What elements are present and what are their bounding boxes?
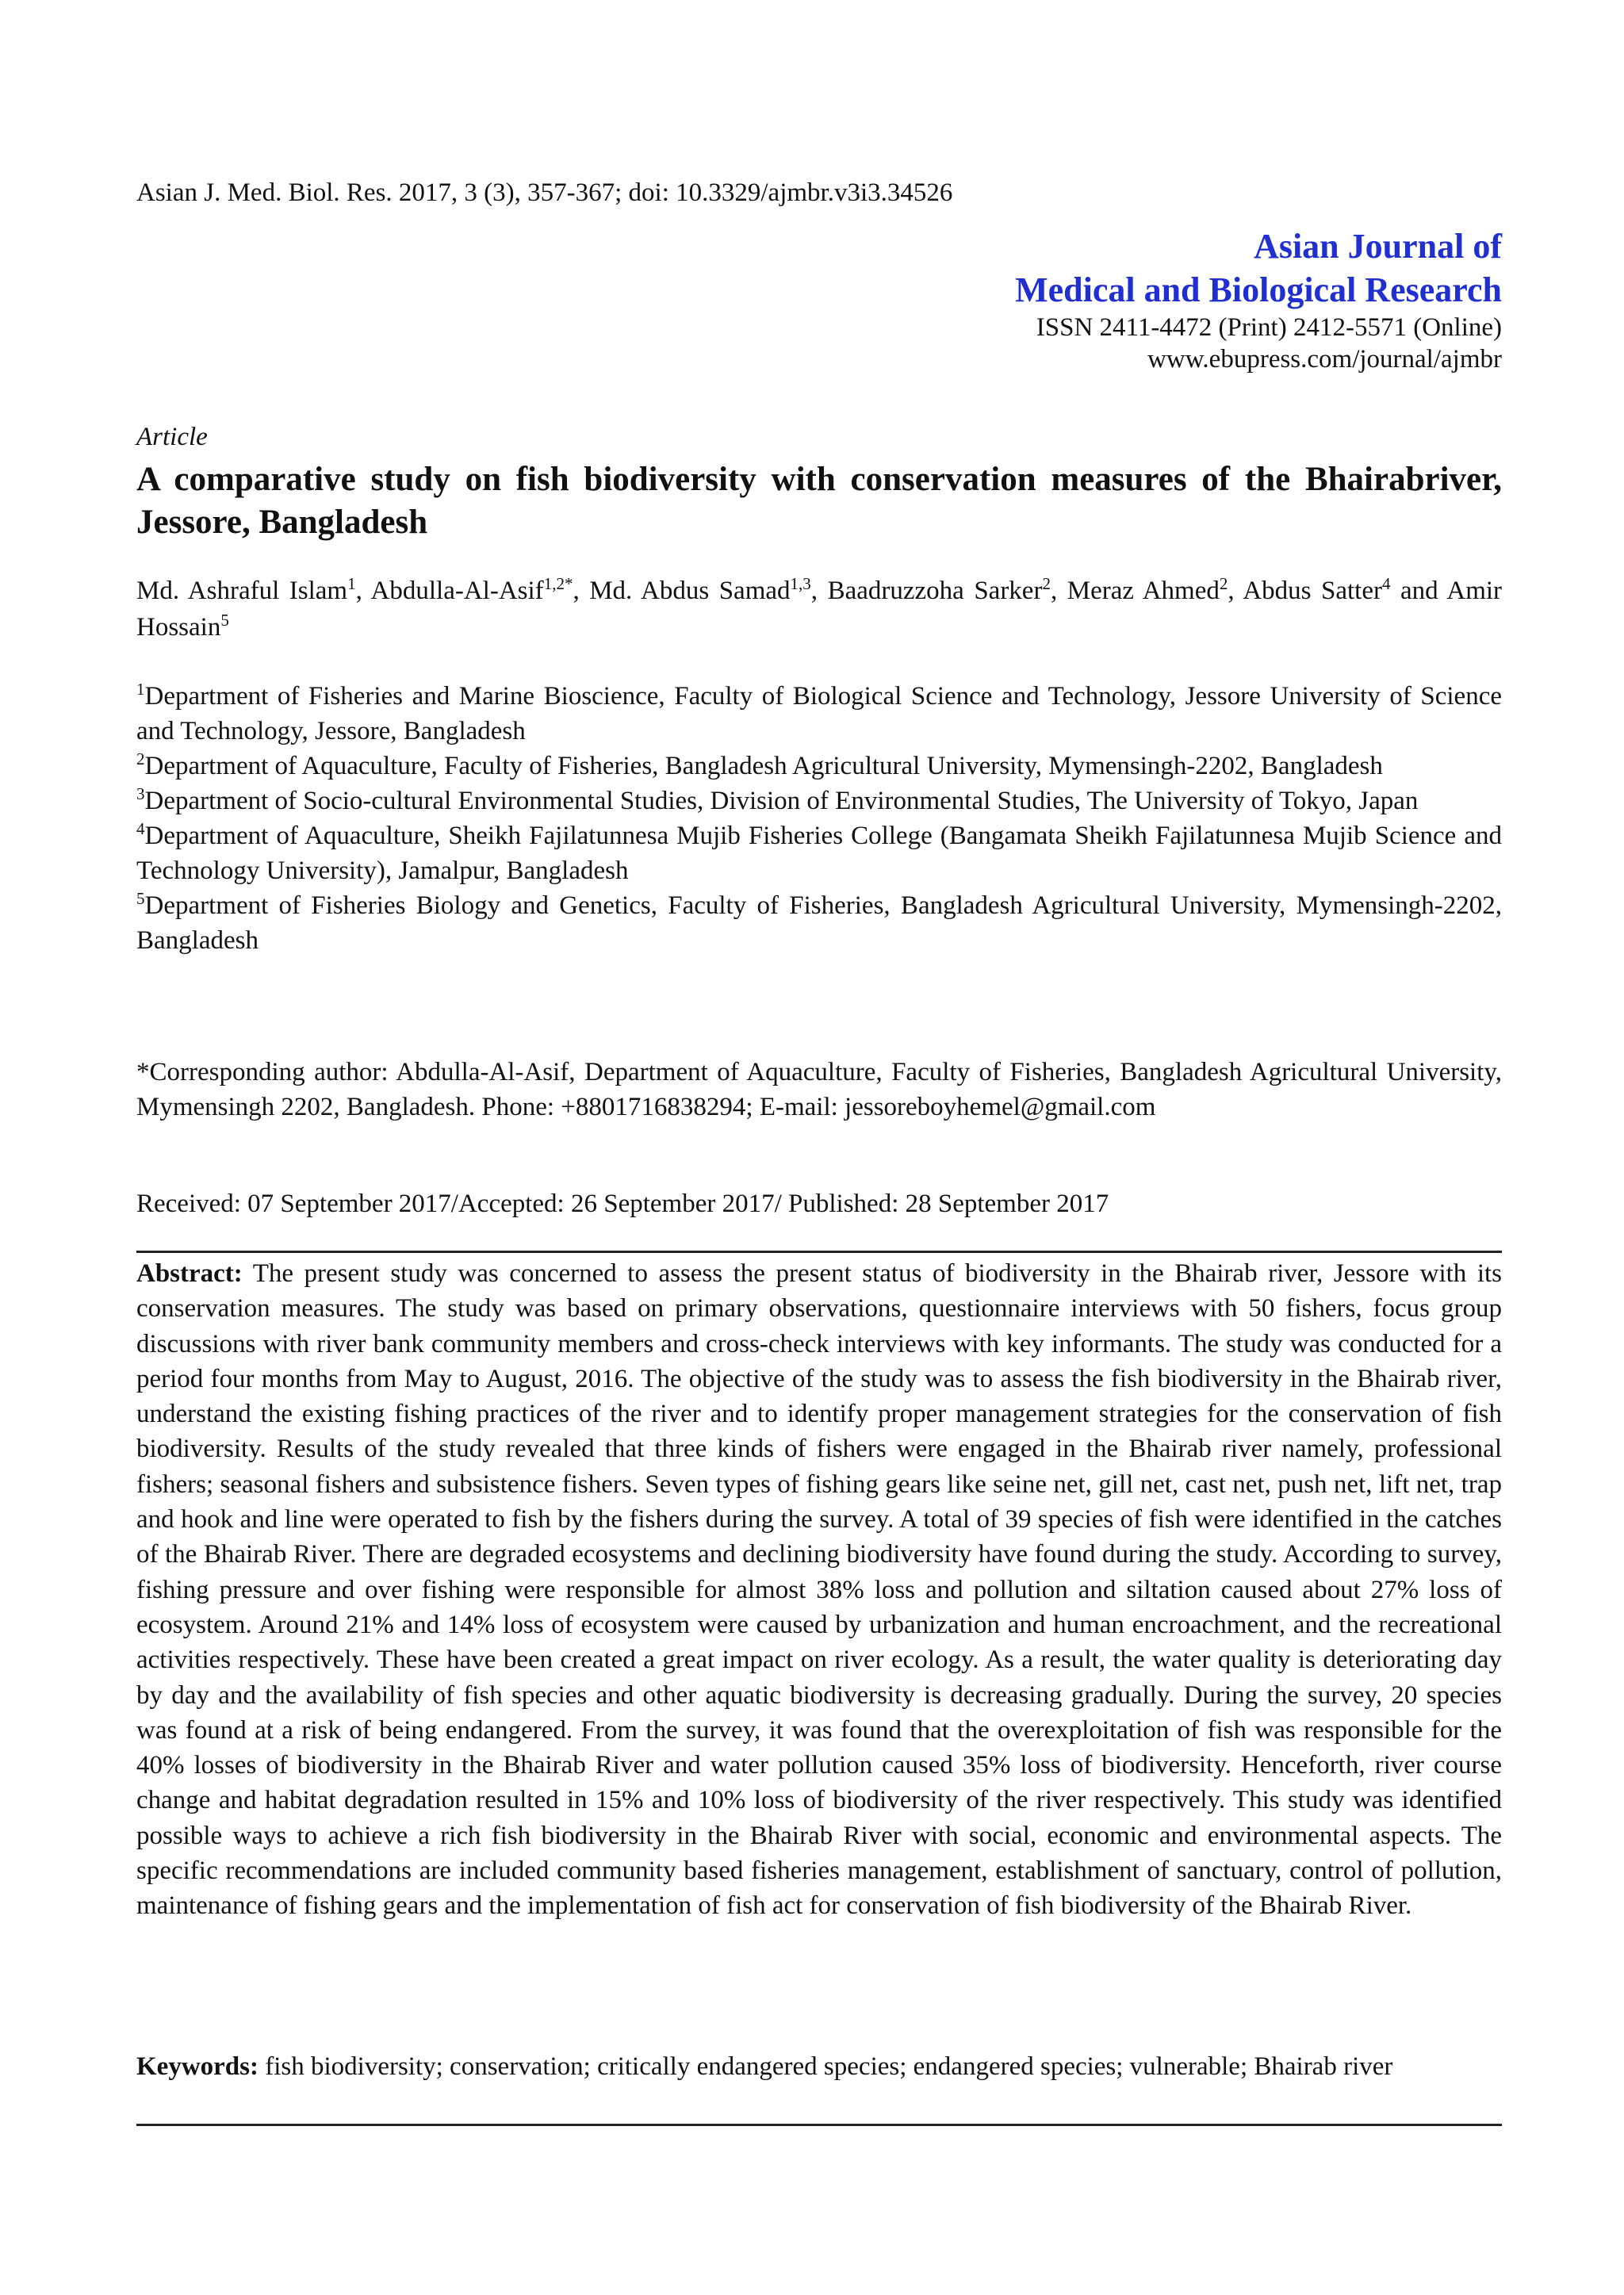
abstract-bottom-rule [136, 2124, 1502, 2126]
author-name: Meraz Ahmed [1067, 577, 1220, 605]
author-name: Abdulla-Al-Asif [370, 577, 544, 605]
keywords-block [136, 2049, 1502, 2084]
author-separator: and [1390, 577, 1447, 605]
author-affil-marker: 4 [1381, 574, 1391, 593]
author-separator: , [1228, 577, 1243, 605]
affiliation [136, 749, 1502, 784]
affiliation [136, 888, 1502, 958]
affiliation-number: 1 [136, 680, 145, 699]
abstract-text: The present study was concerned to assess the present status of biodiversity in the Bhairab river, Jessore with its conservation measures. The study was based on primary observations, questionnaire interviews with 50 fishers, focus group discussions with river bank community members and cross-check interviews with key informants. The study was conducted for a period four months from May to August, 2016. The objective of the study was to assess the fish biodiversity in the Bhairab river, understand the existing fishing practices of the river and to identify proper management strategies for the conservation of fish biodiversity. Results of the study revealed that three kinds of fishers were engaged in the Bhairab river namely, professional fishers; seasonal fishers and subsistence fishers. Seven types of fishing gears like seine net, gill net, cast net, push net, lift net, trap and hook and line were operated to fish by the fishers during the survey. A total of 39 species of fish were identified in the catches of the Bhairab River. There are degraded ecosystems and declining biodiversity have found during the study. According to survey, fishing pressure and over fishing were responsible for almost 38% loss and pollution and siltation caused about 27% loss of ecosystem. Around 21% and 14% loss of ecosystem were caused by urbanization and human encroachment, and the recreational activities respectively. These have been created a great impact on river ecology. As a result, the water quality is deteriorating day by day and the availability of fish species and other aquatic biodiversity is decreasing gradually. During the survey, 20 species was found at a risk of being endangered. From the survey, it was found that the overexploitation of fish was responsible for the 40% losses of biodiversity in the Bhairab River and water pollution caused 35% loss of biodiversity. Henceforth, river course change and habitat degradation resulted in 15% and 10% loss of biodiversity of the river respectively. This study was identified possible ways to achieve a rich fish biodiversity in the Bhairab River with social, economic and environmental aspects. The specific recommendations are included community based fisheries management, establishment of sanctuary, control of pollution, maintenance of fishing gears and the implementation of fish act for conservation of fish biodiversity of the Bhairab River. [136, 1259, 1502, 1921]
affiliation-number: 4 [136, 819, 145, 838]
affiliation-number: 2 [136, 749, 145, 768]
article-type: Article [136, 423, 208, 451]
affiliation [136, 784, 1502, 818]
journal-name-line1: Asian Journal of [1254, 227, 1502, 266]
citation-line: Asian J. Med. Biol. Res. 2017, 3 (3), 357-367; doi: 10.3329/ajmbr.v3i3.34526 [136, 178, 953, 207]
author-list [136, 573, 1502, 646]
author [1067, 574, 1243, 605]
author-separator: , [573, 577, 590, 605]
affiliation-text: Department of Fisheries and Marine Bioscience, Faculty of Biological Science and Technology, Jessore University of Science and Technology, Jessore, Bangladesh [136, 682, 1502, 745]
author-name: Abdus Satter [1243, 577, 1382, 605]
journal-website[interactable]: www.ebupress.com/journal/ajmbr [1147, 345, 1502, 374]
author-separator: , [1050, 577, 1067, 605]
author [589, 574, 828, 605]
affiliation-list [136, 679, 1502, 958]
journal-name-line2: Medical and Biological Research [1015, 270, 1502, 309]
keywords-label: Keywords: [136, 2052, 259, 2081]
journal-issn: ISSN 2411-4472 (Print) 2412-5571 (Online) [1036, 313, 1502, 342]
author [370, 574, 590, 605]
author-name: Amir Hossain [136, 577, 1503, 642]
author-affil-marker: 5 [220, 611, 229, 630]
author [1243, 574, 1447, 605]
affiliation-number: 3 [136, 784, 145, 803]
journal-block [1015, 224, 1502, 375]
author-affil-marker: 1,3 [790, 574, 811, 593]
affiliation-text: Department of Aquaculture, Sheikh Fajilatunnesa Mujib Fisheries College (Bangamata Sheikh Fajilatunnesa Mujib Science and Technology University), Jamalpur, Bangladesh [136, 822, 1502, 885]
affiliation [136, 818, 1502, 888]
corresponding-author: *Corresponding author: Abdulla-Al-Asif, Department of Aquaculture, Faculty of Fisheries, Bangladesh Agricultural University, Mymensingh 2202, Bangladesh. Phone: +8801716838294; E-mail: jessoreboyhemel@gmail.com [136, 1058, 1502, 1121]
author-affil-marker: 1,2* [543, 574, 573, 593]
affiliation-text: Department of Socio-cultural Environmental Studies, Division of Environmental Studies, The University of Tokyo, Japan [144, 787, 1419, 815]
affiliation-number: 5 [136, 889, 145, 908]
author-separator: , [810, 577, 828, 605]
author [827, 574, 1067, 605]
affiliation [136, 679, 1502, 749]
abstract-label: Abstract: [136, 1259, 243, 1288]
author-affil-marker: 2 [1219, 574, 1228, 593]
author-name: Md. Ashraful Islam [136, 577, 348, 605]
author-affil-marker: 1 [347, 574, 356, 593]
author-affil-marker: 2 [1042, 574, 1051, 593]
abstract-block [136, 1256, 1502, 1924]
author-name: Md. Abdus Samad [589, 577, 791, 605]
affiliation-text: Department of Aquaculture, Faculty of Fisheries, Bangladesh Agricultural University, Mymensingh-2202, Bangladesh [144, 752, 1383, 780]
publication-dates: Received: 07 September 2017/Accepted: 26 September 2017/ Published: 28 September 2017 [136, 1190, 1109, 1218]
keywords-text: fish biodiversity; conservation; critically endangered species; endangered species; vulnerable; Bhairab river [265, 2052, 1393, 2081]
affiliation-text: Department of Fisheries Biology and Genetics, Faculty of Fisheries, Bangladesh Agricultural University, Mymensingh-2202, Bangladesh [136, 891, 1502, 955]
author [136, 574, 371, 605]
paper-title: A comparative study on fish biodiversity with conservation measures of the Bhairabriver, Jessore, Bangladesh [136, 461, 1502, 541]
author-separator: , [355, 577, 371, 605]
abstract-top-rule [136, 1251, 1502, 1253]
author-name: Baadruzzoha Sarker [827, 577, 1043, 605]
